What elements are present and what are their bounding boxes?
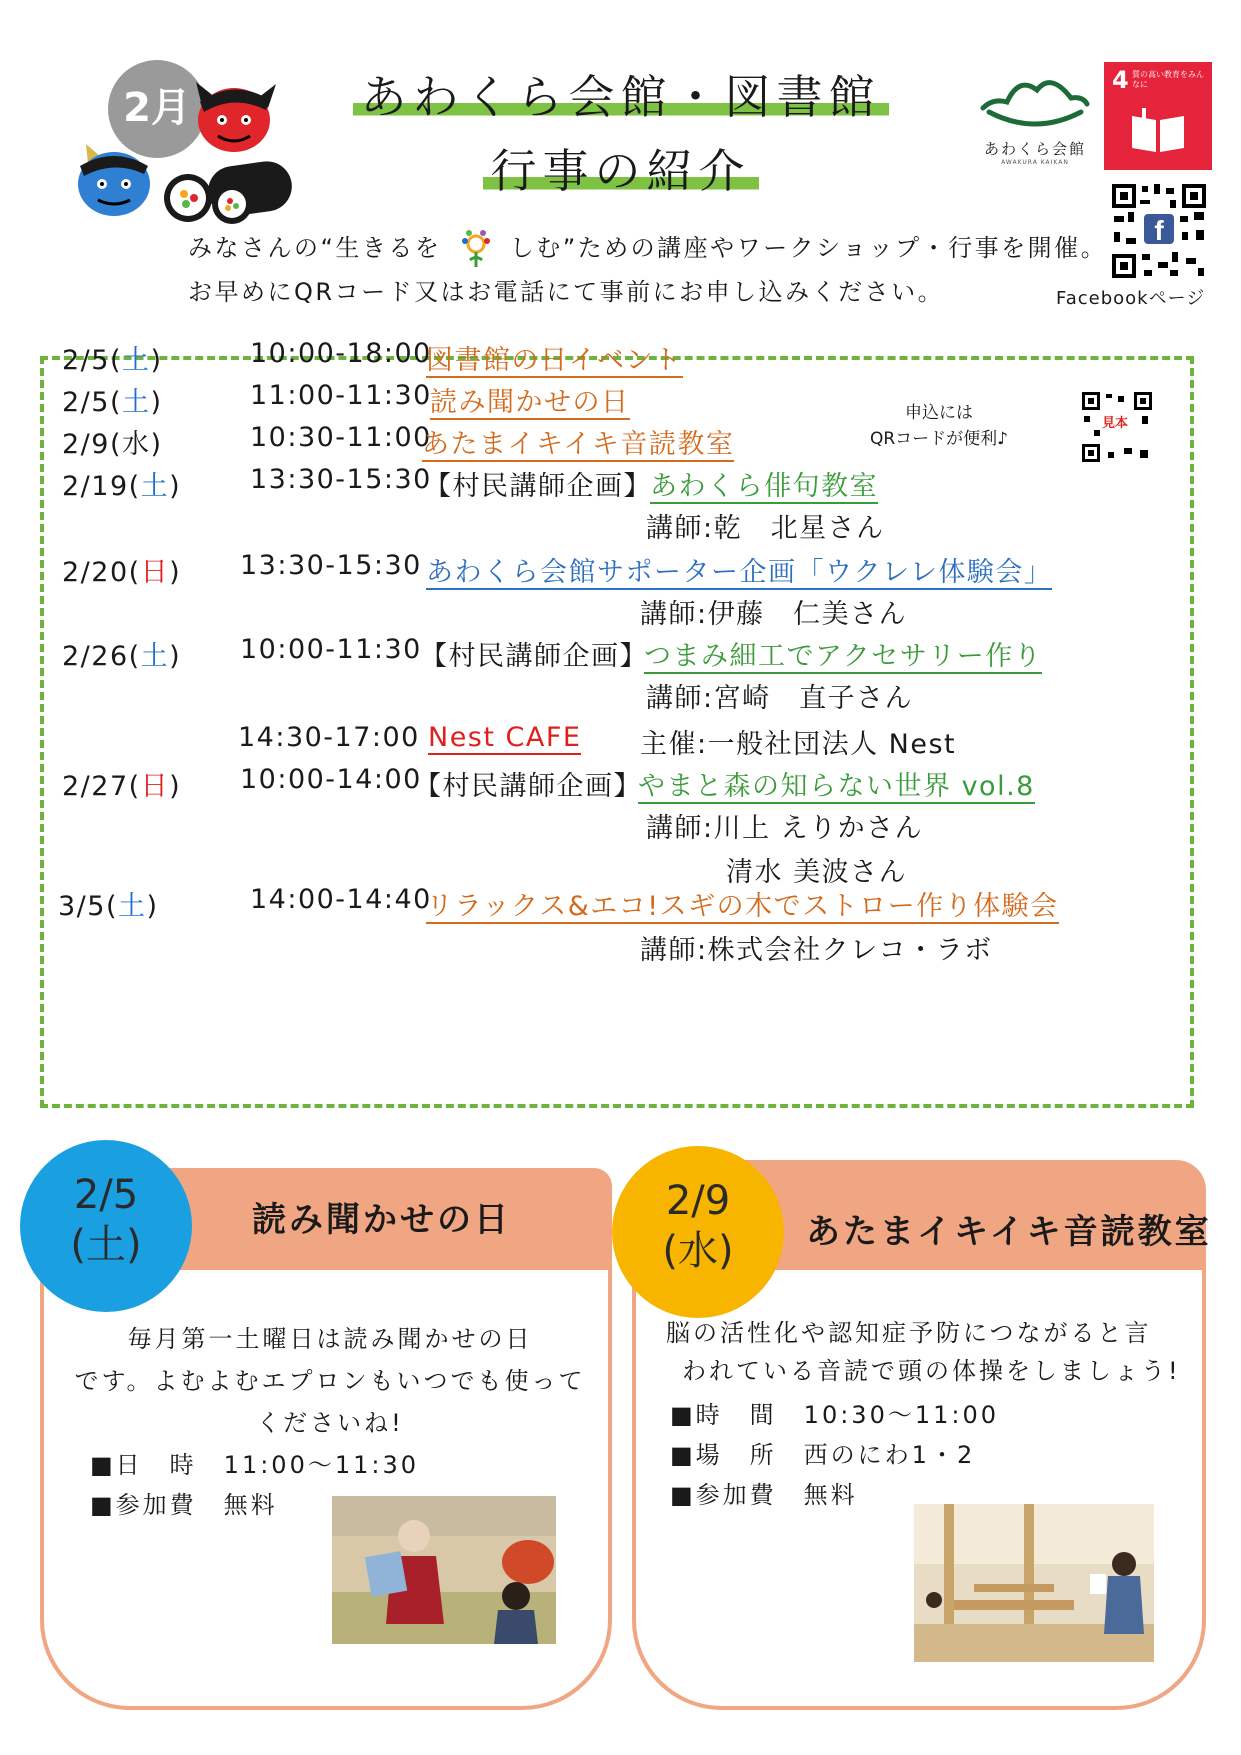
schedule-date-close: ) [169,471,182,502]
schedule-date [62,380,163,419]
schedule-lecturer: 講師:株式会社クレコ・ラボ [640,935,993,966]
schedule-date-text: 2/20( [62,557,141,588]
schedule-date-close: ) [169,771,182,802]
schedule-tag: 【村民講師企画】 [424,471,652,502]
schedule-lecturer: 主催:一般社団法人 Nest [640,729,957,760]
reading-class-photo [914,1504,1154,1662]
right-card-title: あたまイキイキ音読教室 [806,1212,1212,1252]
schedule-time: 14:00-14:40 [250,884,432,915]
schedule-day-of-week: 水 [122,429,151,460]
schedule-date-text: 2/5( [62,345,122,376]
schedule-time: 13:30-15:30 [250,464,432,495]
schedule-event-title[interactable]: あたまイキイキ音読教室 [422,429,735,460]
sdg-number: 4 [1112,66,1129,94]
schedule-date [62,550,181,589]
right-card-info-1: ■時 間 10:30〜11:00 [670,1401,1000,1429]
schedule-event-title[interactable]: あわくら会館サポーター企画「ウクレレ体験会」 [426,557,1053,588]
schedule-event-title[interactable]: つまみ細工でアクセサリー作り [644,641,1043,672]
month-badge: 2月 [108,60,206,158]
schedule-time: 13:30-15:30 [240,550,422,581]
schedule-date [62,338,163,377]
schedule-box [40,338,1194,1108]
schedule-event-title[interactable]: 図書館の日イベント [426,345,683,376]
schedule-event-title[interactable]: やまと森の知らない世界 vol.8 [638,771,1035,802]
schedule-event[interactable] [644,634,1042,673]
schedule-date-text: 2/19( [62,471,141,502]
schedule-date-close: ) [150,429,163,460]
facebook-label: Facebookページ [1056,288,1206,309]
schedule-date-text: 3/5( [58,891,118,922]
schedule-date-close: ) [169,557,182,588]
intro-line-2: お早めにQRコード又はお電話にて事前にお申し込みください。 [188,278,945,306]
schedule-tag: 【村民講師企画】 [414,771,642,802]
qr-note: 申込には QRコードが便利♪ [869,403,1009,449]
schedule-date-close: ) [169,641,182,672]
schedule-lecturer: 講師:乾 北星さん [646,513,885,544]
schedule-day-of-week: 土 [122,345,151,376]
schedule-date-close: ) [150,345,163,376]
left-card-title: 読み聞かせの日 [252,1200,511,1240]
schedule-event-title[interactable]: Nest CAFE [428,722,582,753]
schedule-event-title[interactable]: リラックス&エコ!スギの木でストロー作り体験会 [426,891,1059,922]
schedule-date-close: ) [146,891,159,922]
schedule-day-of-week: 土 [140,641,170,672]
schedule-lecturer: 講師:川上 えりかさん [646,813,924,844]
svg-text:f: f [1154,215,1164,246]
schedule-event[interactable] [426,884,1059,923]
schedule-day-of-week: 土 [118,891,147,922]
schedule-date-close: ) [150,387,163,418]
schedule-date-text: 2/26( [62,641,141,672]
left-card-desc-2: です。よむよむエプロンもいつでも使って [74,1367,586,1395]
schedule-day-of-week: 土 [140,471,170,502]
mountain-logo-icon [979,68,1091,130]
schedule-time: 10:00-18:00 [250,338,432,369]
schedule-lecturer: 清水 美波さん [726,857,908,888]
schedule-date [62,464,181,503]
left-card-info-1: ■日 時 11:00〜11:30 [90,1451,420,1479]
schedule-event[interactable] [650,464,878,503]
sdg4-badge [1104,62,1212,170]
right-card-desc-2: われている音読で頭の体操をしましょう! [682,1357,1181,1385]
schedule-time: 10:00-14:00 [240,764,422,795]
schedule-event[interactable] [638,764,1035,803]
schedule-day-of-week: 土 [122,387,151,418]
schedule-date-text: 2/5( [62,387,122,418]
facebook-qr-code[interactable] [1110,182,1208,280]
schedule-lecturer: 講師:伊藤 仁美さん [640,599,908,630]
left-card-desc-3: くださいね! [256,1409,404,1437]
schedule-tag: 【村民講師企画】 [420,641,648,672]
right-date-badge: 2/9 (水) [612,1146,784,1318]
schedule-event[interactable] [426,338,683,377]
right-card-desc-1: 脳の活性化や認知症予防につながると言 [666,1319,1152,1347]
schedule-event[interactable] [428,722,581,753]
schedule-time: 10:30-11:00 [250,422,432,453]
schedule-time: 14:30-17:00 [238,722,420,753]
schedule-day-of-week: 日 [140,557,170,588]
sample-stamp: 見本 [1102,412,1128,431]
schedule-event[interactable] [430,380,630,419]
book-icon [1128,108,1188,156]
flower-icon [456,229,496,269]
logo-subtext: AWAKURA KAIKAN [1001,159,1069,166]
schedule-date-text: 2/9( [62,429,122,460]
schedule-time: 11:00-11:30 [250,380,432,411]
schedule-date [62,422,163,461]
schedule-date [62,634,181,673]
schedule-lecturer: 講師:宮崎 直子さん [646,683,914,714]
schedule-day-of-week: 日 [140,771,170,802]
schedule-time: 10:00-11:30 [240,634,422,665]
schedule-event-title[interactable]: 読み聞かせの日 [430,387,630,418]
page-subtitle: 行事の紹介 [0,144,1241,198]
sdg-text: 質の高い教育をみんなに [1132,70,1204,89]
right-card-info-3: ■参加費 無料 [670,1481,858,1509]
schedule-event[interactable] [426,550,1052,589]
left-date-badge: 2/5 (土) [20,1140,192,1312]
right-card-info-2: ■場 所 西のにわ1・2 [670,1441,976,1469]
schedule-date-text: 2/27( [62,771,141,802]
page-title: あわくら会館・図書館 [0,70,1241,124]
schedule-date [58,884,159,923]
storytelling-photo [332,1496,556,1644]
logo-text: あわくら会館 [983,140,1086,158]
left-card-info-2: ■参加費 無料 [90,1491,278,1519]
intro-line-1: みなさんの“生きるを しむ”ための講座やワークショップ・行事を開催。 [188,228,1107,269]
schedule-date [62,764,181,803]
awakura-logo [976,68,1094,178]
schedule-event[interactable] [422,422,734,461]
schedule-event-title[interactable]: あわくら俳句教室 [650,471,878,502]
left-card-desc-1: 毎月第一土曜日は読み聞かせの日 [127,1325,533,1353]
